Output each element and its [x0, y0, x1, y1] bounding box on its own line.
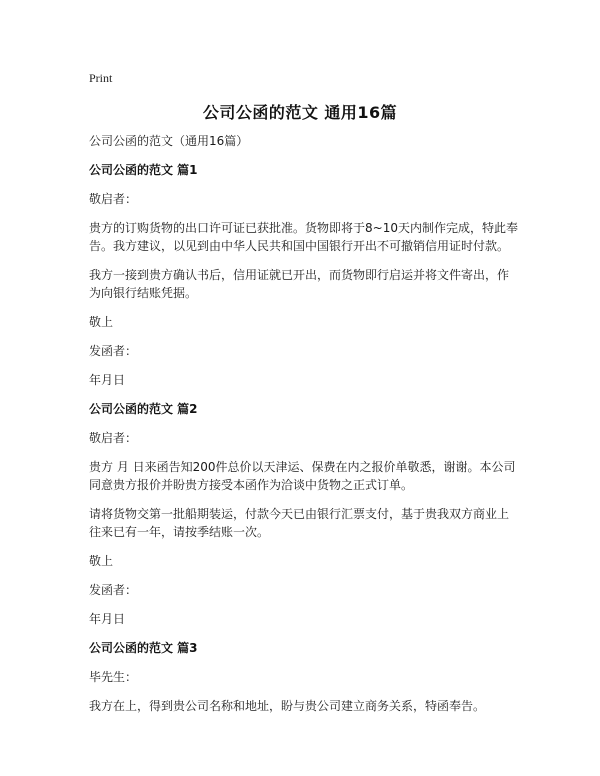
paragraph-2-1: 贵方 月 日来函告知200件总价以天津运、保费在内之报价单敬悉，谢谢。本公司同意贵方报价并盼贵方接受本函作为洽谈中货物之正式订单。 — [89, 460, 516, 492]
print-link[interactable]: Print — [89, 71, 113, 85]
paragraph-1-2: 我方一接到贵方确认书后，信用证就已开出，而货物即行启运并将文件寄出，作为向银行结账凭据。 — [89, 268, 510, 300]
salutation-3: 毕先生： — [89, 670, 138, 684]
closing-2: 敬上 — [89, 554, 114, 568]
paragraph-3-1: 我方在上，得到贵公司名称和地址，盼与贵公司建立商务关系，特函奉告。 — [89, 699, 486, 713]
closing-1: 敬上 — [89, 315, 114, 329]
date-2: 年月日 — [89, 612, 126, 626]
section-heading-1: 公司公函的范文 篇1 — [89, 163, 198, 177]
salutation-1: 敬启者： — [89, 192, 138, 206]
paragraph-2-2: 请将货物交第一批船期装运，付款今天已由银行汇票支付，基于贵我双方商业上往来已有一年，请按季结账一次。 — [89, 507, 510, 539]
sender-2: 发函者： — [89, 583, 138, 597]
subtitle: 公司公函的范文（通用16篇） — [89, 134, 249, 148]
salutation-2: 敬启者： — [89, 431, 138, 445]
page-title: 公司公函的范文 通用16篇 — [202, 103, 398, 122]
section-heading-2: 公司公函的范文 篇2 — [89, 402, 198, 416]
document-body — [89, 132, 519, 726]
section-heading-3: 公司公函的范文 篇3 — [89, 641, 198, 655]
sender-1: 发函者： — [89, 344, 138, 358]
paragraph-1-1: 贵方的订购货物的出口许可证已获批准。货物即将于8~10天内制作完成，特此奉告。我方建议，以见到由中华人民共和国中国银行开出不可撤销信用证时付款。 — [89, 221, 518, 253]
date-1: 年月日 — [89, 373, 126, 387]
